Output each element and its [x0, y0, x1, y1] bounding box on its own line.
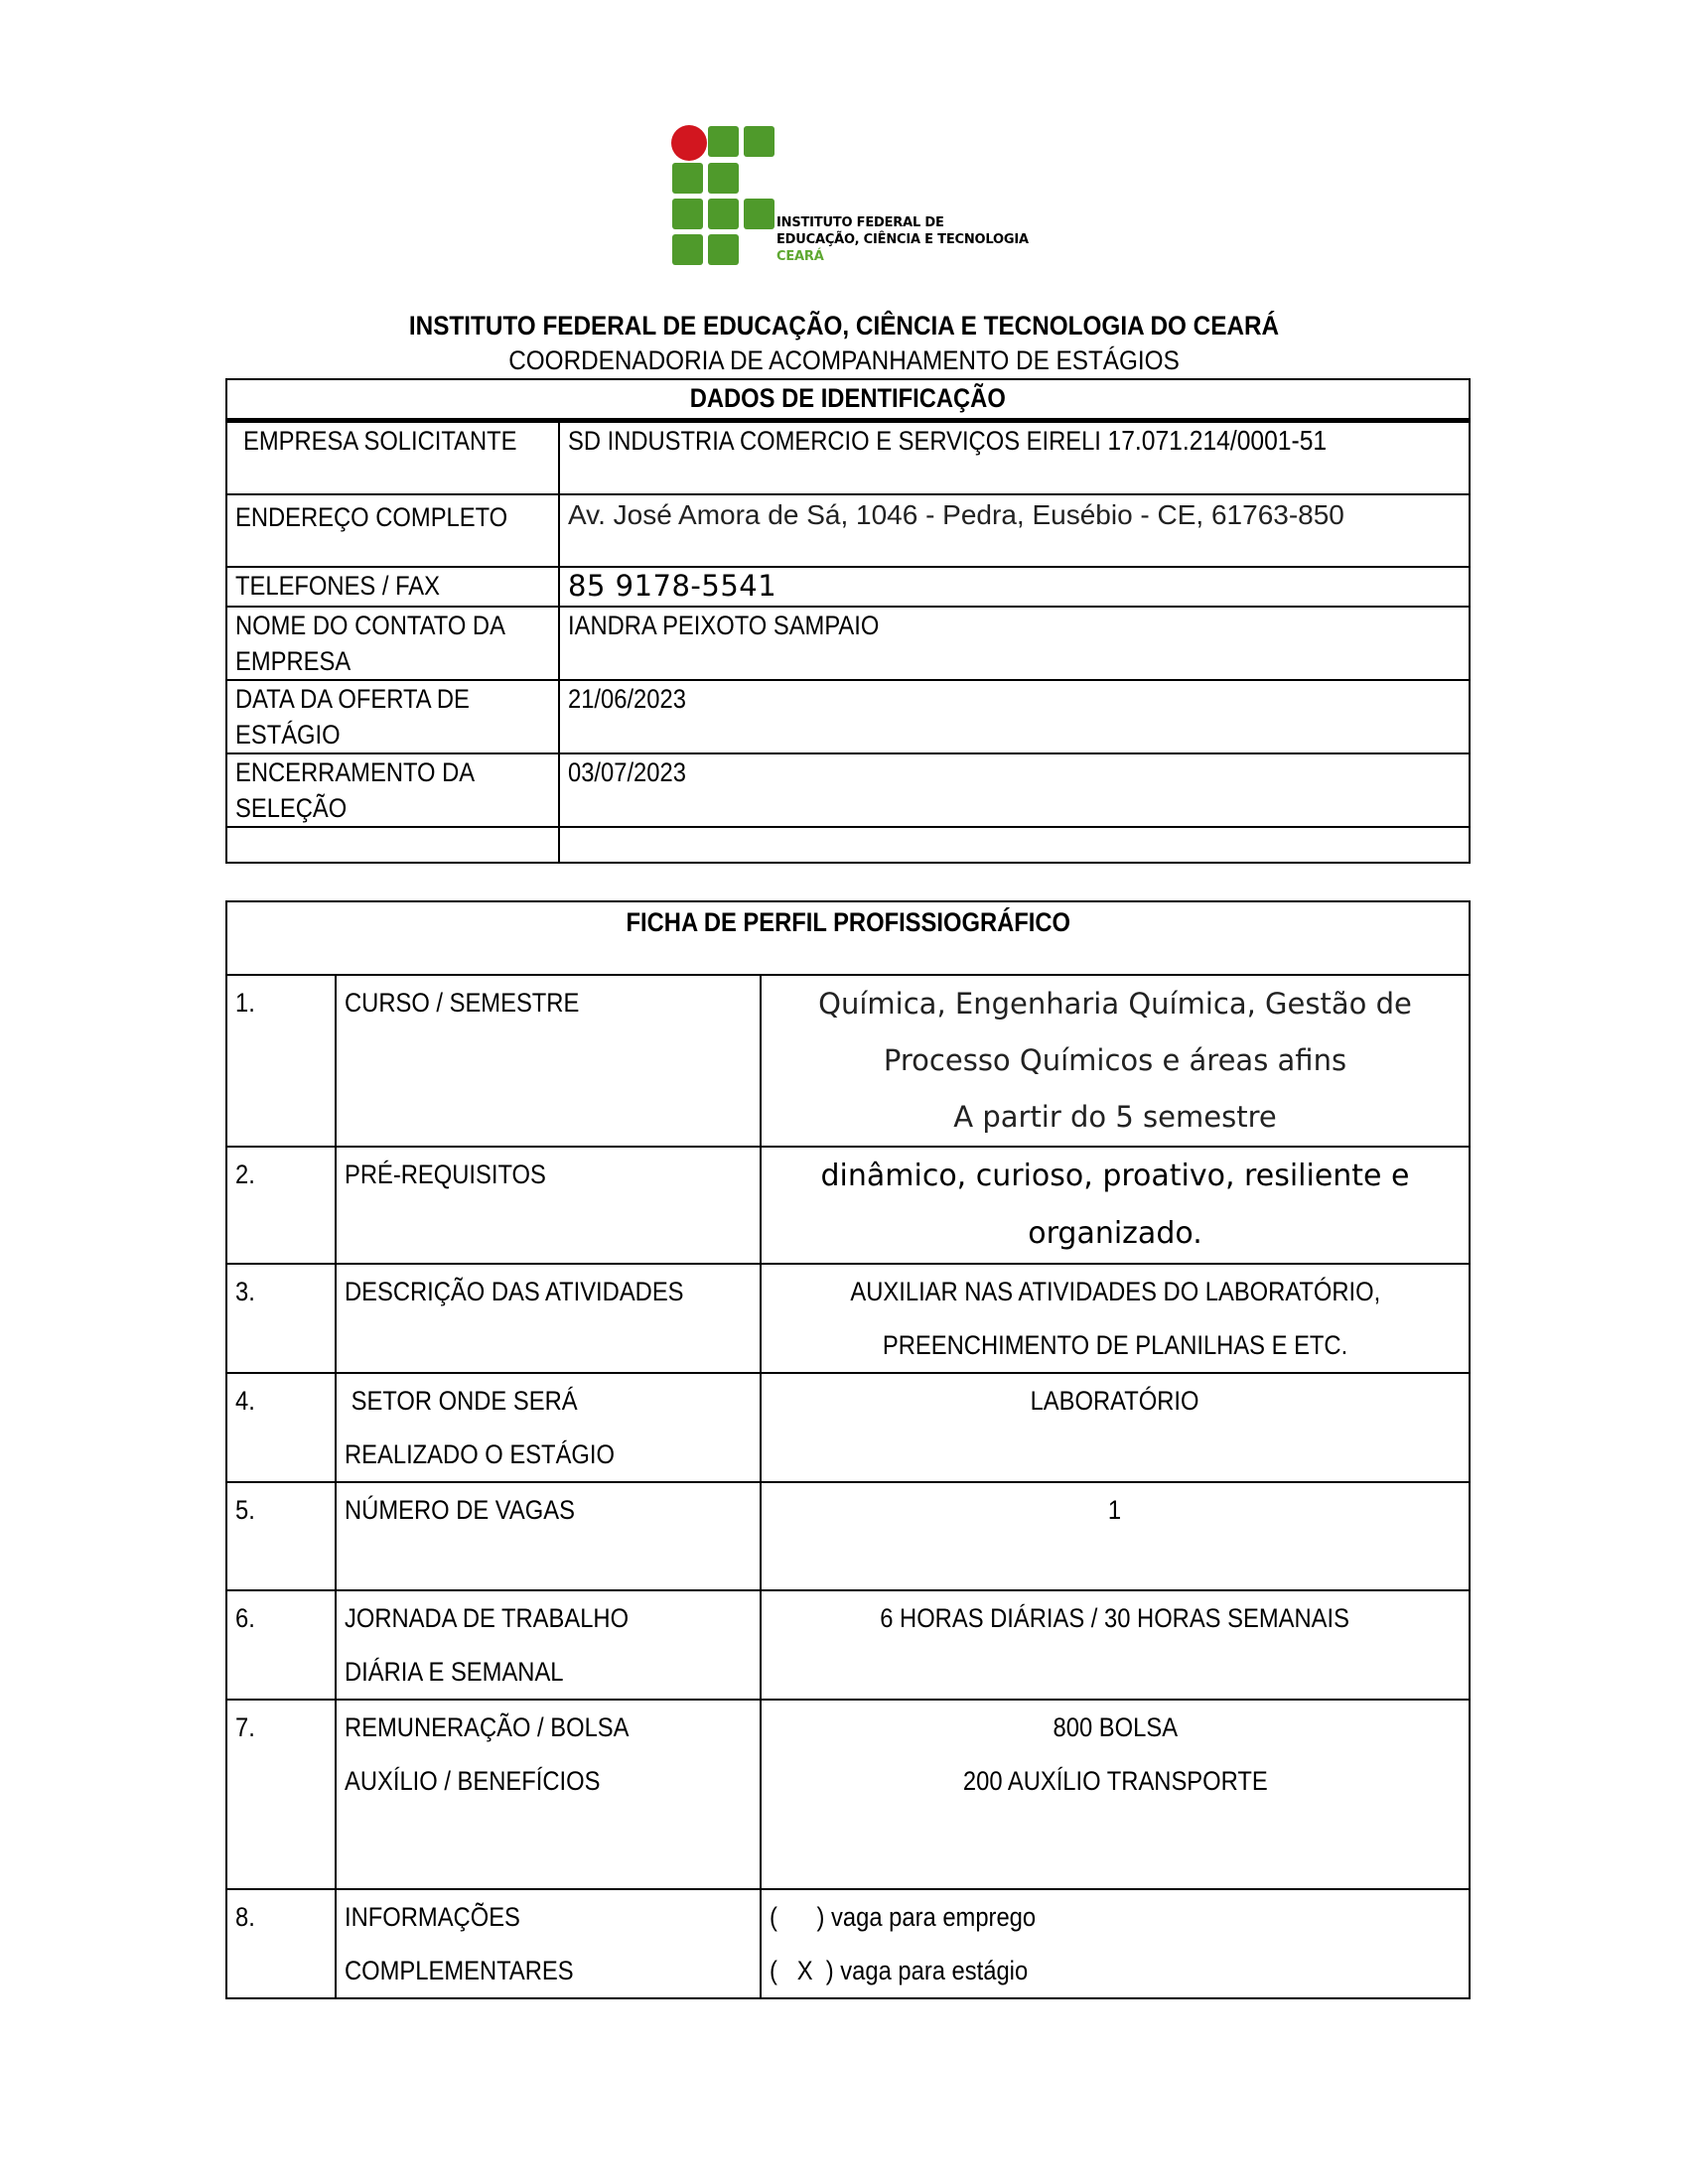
logo-line-1: INSTITUTO FEDERAL DE — [776, 215, 944, 230]
row-value: 6 HORAS DIÁRIAS / 30 HORAS SEMANAIS — [761, 1590, 1470, 1700]
phone-label: TELEFONES / FAX — [226, 567, 559, 607]
row-label: CURSO / SEMESTRE — [336, 975, 761, 1147]
row-label: JORNADA DE TRABALHO DIÁRIA E SEMANAL — [336, 1590, 761, 1700]
empty-row — [226, 827, 1470, 863]
logo-square — [708, 163, 739, 194]
logo-square — [672, 234, 703, 265]
profile-table — [225, 900, 1471, 1999]
offer-date-value: 21/06/2023 — [559, 680, 1470, 753]
logo-red-circle — [671, 125, 707, 161]
identification-title: DADOS DE IDENTIFICAÇÃO — [226, 379, 1470, 421]
row-number: 8. — [226, 1889, 336, 1998]
company-cnpj: 17.071.214/0001-51 — [1107, 425, 1328, 456]
row-label: INFORMAÇÕES COMPLEMENTARES — [336, 1889, 761, 1998]
profile-row-sector — [226, 1373, 1470, 1482]
row-label: PRÉ-REQUISITOS — [336, 1147, 761, 1264]
closing-label: ENCERRAMENTO DA SELEÇÃO — [226, 753, 559, 827]
empty-cell — [226, 827, 559, 863]
address-value: Av. José Amora de Sá, 1046 - Pedra, Eusébio - CE, 61763-850 — [559, 494, 1470, 567]
employment-option: ( ) vaga para emprego — [770, 1902, 1037, 1932]
row-label: SETOR ONDE SERÁ REALIZADO O ESTÁGIO — [336, 1373, 761, 1482]
row-number: 7. — [226, 1700, 336, 1889]
value-line: Processo Químicos e áreas afins — [883, 1043, 1347, 1077]
value-line: dinâmico, curioso, proativo, resiliente e — [820, 1159, 1410, 1193]
row-number: 5. — [226, 1482, 336, 1590]
profile-row-compensation — [226, 1700, 1470, 1889]
logo-text — [776, 214, 1029, 265]
profile-row-workload — [226, 1590, 1470, 1700]
profile-title-row — [226, 901, 1470, 975]
logo-square — [708, 234, 739, 265]
address-row — [226, 494, 1470, 567]
phone-row — [226, 567, 1470, 607]
profile-row-activities — [226, 1264, 1470, 1373]
value-line: organizado. — [1028, 1216, 1202, 1251]
row-number: 3. — [226, 1264, 336, 1373]
value-line: A partir do 5 semestre — [953, 1100, 1277, 1134]
logo-square — [708, 199, 739, 229]
value-line: 200 AUXÍLIO TRANSPORTE — [962, 1766, 1268, 1796]
row-number: 2. — [226, 1147, 336, 1264]
identification-table — [225, 378, 1471, 864]
row-number: 4. — [226, 1373, 336, 1482]
logo-square — [708, 126, 739, 157]
company-name: SD INDUSTRIA COMERCIO E SERVIÇOS EIRELI — [568, 426, 1101, 456]
logo-square — [672, 199, 703, 229]
profile-row-additional-info — [226, 1889, 1470, 1998]
row-label: REMUNERAÇÃO / BOLSA AUXÍLIO / BENEFÍCIOS — [336, 1700, 761, 1889]
institution-logo — [671, 123, 1029, 272]
row-value — [761, 1264, 1470, 1373]
profile-title: FICHA DE PERFIL PROFISSIOGRÁFICO — [226, 901, 1470, 975]
closing-value: 03/07/2023 — [559, 753, 1470, 827]
row-number: 6. — [226, 1590, 336, 1700]
logo-square — [672, 163, 703, 194]
empty-cell — [559, 827, 1470, 863]
company-value — [559, 421, 1470, 494]
offer-date-row — [226, 680, 1470, 753]
row-value — [761, 1700, 1470, 1889]
row-number: 1. — [226, 975, 336, 1147]
profile-row-vacancies — [226, 1482, 1470, 1590]
row-label: DESCRIÇÃO DAS ATIVIDADES — [336, 1264, 761, 1373]
row-label: NÚMERO DE VAGAS — [336, 1482, 761, 1590]
logo-line-3: CEARÁ — [776, 249, 824, 264]
row-value: 1 — [761, 1482, 1470, 1590]
company-row — [226, 421, 1470, 494]
internship-option: ( X ) vaga para estágio — [770, 1956, 1029, 1985]
contact-row — [226, 607, 1470, 680]
profile-row-course — [226, 975, 1470, 1147]
value-line: PREENCHIMENTO DE PLANILHAS E ETC. — [882, 1330, 1348, 1360]
row-value: LABORATÓRIO — [761, 1373, 1470, 1482]
offer-date-label: DATA DA OFERTA DE ESTÁGIO — [226, 680, 559, 753]
contact-label: NOME DO CONTATO DA EMPRESA — [226, 607, 559, 680]
closing-row — [226, 753, 1470, 827]
company-label: EMPRESA SOLICITANTE — [226, 421, 559, 494]
coordination-subtitle: COORDENADORIA DE ACOMPANHAMENTO DE ESTÁGIOS — [508, 345, 1180, 375]
address-label: ENDEREÇO COMPLETO — [226, 494, 559, 567]
contact-value: IANDRA PEIXOTO SAMPAIO — [559, 607, 1470, 680]
institution-title: INSTITUTO FEDERAL DE EDUCAÇÃO, CIÊNCIA E TECNOLOGIA DO CEARÁ — [408, 311, 1280, 341]
logo-line-2: EDUCAÇÃO, CIÊNCIA E TECNOLOGIA — [776, 232, 1029, 247]
logo-square — [744, 199, 774, 229]
value-line: Química, Engenharia Química, Gestão de — [818, 987, 1412, 1021]
phone-value: 85 9178-5541 — [559, 567, 1470, 607]
value-line: AUXILIAR NAS ATIVIDADES DO LABORATÓRIO, — [850, 1277, 1380, 1306]
logo-square — [744, 126, 774, 157]
identification-title-row — [226, 379, 1470, 421]
profile-row-requirements — [226, 1147, 1470, 1264]
row-value — [761, 1889, 1470, 1998]
value-line: 800 BOLSA — [1053, 1712, 1178, 1742]
row-value — [761, 975, 1470, 1147]
row-value — [761, 1147, 1470, 1264]
